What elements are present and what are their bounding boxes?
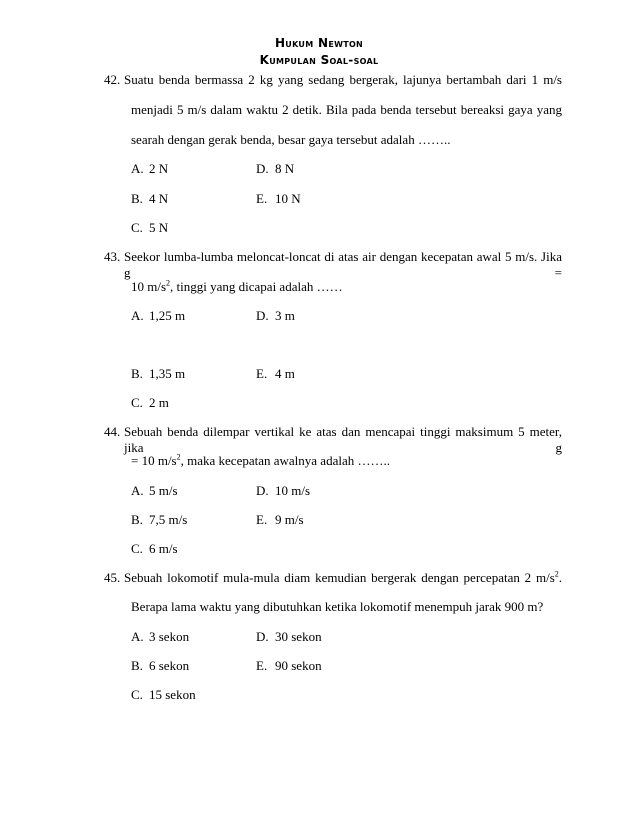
question-43-option-e: 4 m — [275, 366, 295, 381]
question-44-option-d: 10 m/s — [275, 483, 311, 498]
question-43-line-1: Seekor lumba-lumba meloncat-loncat di atas air dengan kecepatan awal 5 m/s. Jika g = — [124, 249, 562, 280]
question-45-option-d-label: D. — [256, 629, 269, 644]
question-44-option-c-label: C. — [131, 541, 143, 556]
question-42-option-c-label: C. — [131, 220, 143, 235]
question-45-option-b: 6 sekon — [149, 658, 190, 673]
question-44-option-a: 5 m/s — [149, 483, 178, 498]
question-44-number: 44. — [104, 424, 121, 439]
question-44-option-c: 6 m/s — [149, 541, 178, 556]
question-43-option-c: 2 m — [149, 395, 169, 410]
question-42-number: 42. — [104, 72, 121, 87]
question-42-option-b: 4 N — [149, 191, 169, 206]
question-42-option-d-label: D. — [256, 161, 269, 176]
question-45-number: 45. — [104, 570, 121, 585]
question-44-option-a-label: A. — [131, 483, 144, 498]
question-44-option-b-label: B. — [131, 512, 143, 527]
question-45-option-a: 3 sekon — [149, 629, 190, 644]
question-45-line-1: Sebuah lokomotif mula-mula diam kemudian bergerak dengan percepatan 2 $m/s^2$. — [124, 569, 562, 585]
question-43-option-c-label: C. — [131, 395, 143, 410]
question-42-option-a-label: A. — [131, 161, 144, 176]
question-43-option-b-label: B. — [131, 366, 143, 381]
question-42-option-c: 5 N — [149, 220, 169, 235]
question-43-option-d-label: D. — [256, 308, 269, 323]
question-45-line-2: Berapa lama waktu yang dibutuhkan ketika lokomotif menempuh jarak 900 m? — [131, 599, 544, 614]
question-42-line-1: Suatu benda bermassa 2 kg yang sedang bergerak, lajunya bertambah dari 1 m/s — [124, 72, 562, 87]
question-43-option-a-label: A. — [131, 308, 144, 323]
page-subtitle: Kumpulan Soal-soal — [259, 53, 379, 67]
question-45-option-e-label: E. — [256, 658, 268, 673]
question-44-option-e: 9 m/s — [275, 512, 304, 527]
question-42-option-d: 8 N — [275, 161, 295, 176]
question-42-line-3: searah dengan gerak benda, besar gaya tersebut adalah …….. — [131, 132, 451, 147]
question-43-option-e-label: E. — [256, 366, 268, 381]
question-43-number: 43. — [104, 249, 121, 264]
question-42-line-2: menjadi 5 m/s dalam waktu 2 detik. Bila pada benda tersebut bereaksi gaya yang — [131, 102, 562, 117]
question-45-option-d: 30 sekon — [275, 629, 322, 644]
question-44-line-2: = 10 $m/s^2$, maka kecepatan awalnya adalah …….. — [131, 452, 390, 468]
question-44-option-e-label: E. — [256, 512, 268, 527]
page-title: Hukum Newton — [274, 36, 364, 50]
question-43-line-2: 10 $m/s^2$, tinggi yang dicapai adalah …… — [131, 278, 343, 294]
question-45-option-c: 15 sekon — [149, 687, 196, 702]
question-42-option-a: 2 N — [149, 161, 169, 176]
question-45-option-e: 90 sekon — [275, 658, 322, 673]
question-42-option-e: 10 N — [275, 191, 301, 206]
question-44-option-b: 7,5 m/s — [149, 512, 188, 527]
question-43-option-a: 1,25 m — [149, 308, 186, 323]
question-43-option-b: 1,35 m — [149, 366, 186, 381]
question-42-option-e-label: E. — [256, 191, 268, 206]
question-44-option-d-label: D. — [256, 483, 269, 498]
question-45-option-c-label: C. — [131, 687, 143, 702]
question-45-option-a-label: A. — [131, 629, 144, 644]
question-43-option-d: 3 m — [275, 308, 295, 323]
question-45-option-b-label: B. — [131, 658, 143, 673]
question-42-option-b-label: B. — [131, 191, 143, 206]
question-44-line-1: Sebuah benda dilempar vertikal ke atas dan mencapai tinggi maksimum 5 meter, jika g — [124, 424, 562, 455]
